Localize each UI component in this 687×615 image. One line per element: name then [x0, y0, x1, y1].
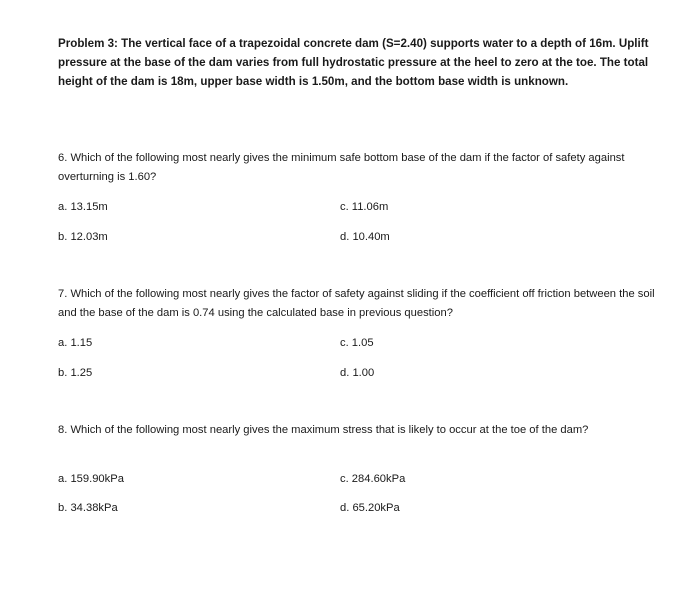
choice-d: d. 1.00 — [340, 367, 375, 379]
choice-a: a. 1.15 — [58, 337, 93, 349]
choice-b: b. 34.38kPa — [58, 502, 118, 514]
choice-c: c. 1.05 — [340, 337, 374, 349]
question-8 — [58, 421, 670, 440]
question-7 — [58, 285, 670, 323]
question-text: 7. Which of the following most nearly gives the factor of safety against sliding if the coefficient off friction between the soil and the base of the dam is 0.74 using the calculated base in previous question? — [58, 288, 655, 319]
choice-a: a. 159.90kPa — [58, 473, 124, 485]
question-text: 6. Which of the following most nearly gives the minimum safe bottom base of the dam if the factor of safety against overturning is 1.60? — [58, 152, 625, 183]
question-6 — [58, 149, 670, 187]
choice-d: d. 65.20kPa — [340, 502, 400, 514]
choice-c: c. 284.60kPa — [340, 473, 406, 485]
question-text: 8. Which of the following most nearly gives the maximum stress that is likely to occur at the toe of the dam? — [58, 424, 589, 436]
choice-c: c. 11.06m — [340, 201, 389, 213]
choice-a: a. 13.15m — [58, 201, 108, 213]
problem-statement: Problem 3: The vertical face of a trapezoidal concrete dam (S=2.40) supports water to a depth of 16m. Uplift pressure at the base of the dam varies from full hydrostatic pressure at the heel to zero at the toe. The total height of the dam is 18m, upper base width is 1.50m, and the bottom base width is unknown. — [58, 37, 649, 88]
choice-b: b. 1.25 — [58, 367, 93, 379]
choice-b: b. 12.03m — [58, 231, 108, 243]
choice-d: d. 10.40m — [340, 231, 390, 243]
